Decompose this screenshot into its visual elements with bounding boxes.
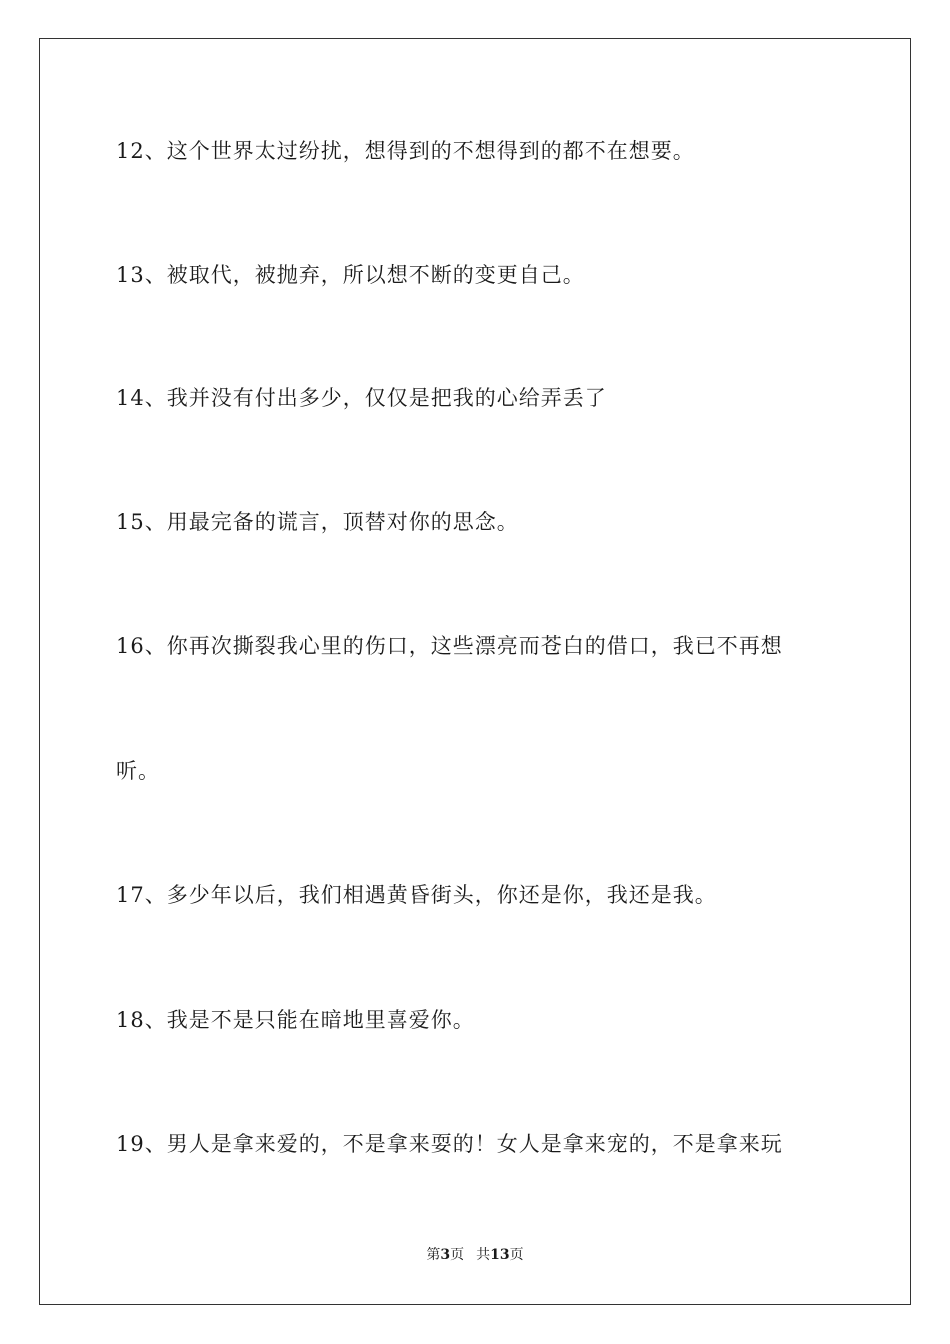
- text-line-13: 13、被取代，被抛弃，所以想不断的变更自己。: [116, 263, 585, 287]
- total-suffix: 页: [509, 1247, 524, 1263]
- text-line-16-cont: 听。: [116, 759, 160, 783]
- page-footer: [0, 1246, 950, 1264]
- text-line-18: 18、我是不是只能在暗地里喜爱你。: [116, 1008, 475, 1032]
- text-line-14: 14、我并没有付出多少，仅仅是把我的心给弄丢了: [116, 386, 607, 410]
- page-suffix: 页: [450, 1247, 465, 1263]
- text-line-12: 12、这个世界太过纷扰，想得到的不想得到的都不在想要。: [116, 139, 695, 163]
- text-line-16: 16、你再次撕裂我心里的伤口，这些漂亮而苍白的借口，我已不再想: [116, 634, 783, 658]
- total-prefix: 共: [476, 1247, 491, 1263]
- page-border: [39, 38, 911, 1305]
- page-number: 3: [440, 1247, 451, 1263]
- text-line-19: 19、男人是拿来爱的，不是拿来耍的！女人是拿来宠的，不是拿来玩: [116, 1132, 783, 1156]
- text-line-17: 17、多少年以后，我们相遇黄昏街头，你还是你，我还是我。: [116, 883, 717, 907]
- text-line-15: 15、用最完备的谎言，顶替对你的思念。: [116, 510, 519, 534]
- total-pages: 13: [490, 1247, 510, 1263]
- page-prefix: 第: [426, 1247, 441, 1263]
